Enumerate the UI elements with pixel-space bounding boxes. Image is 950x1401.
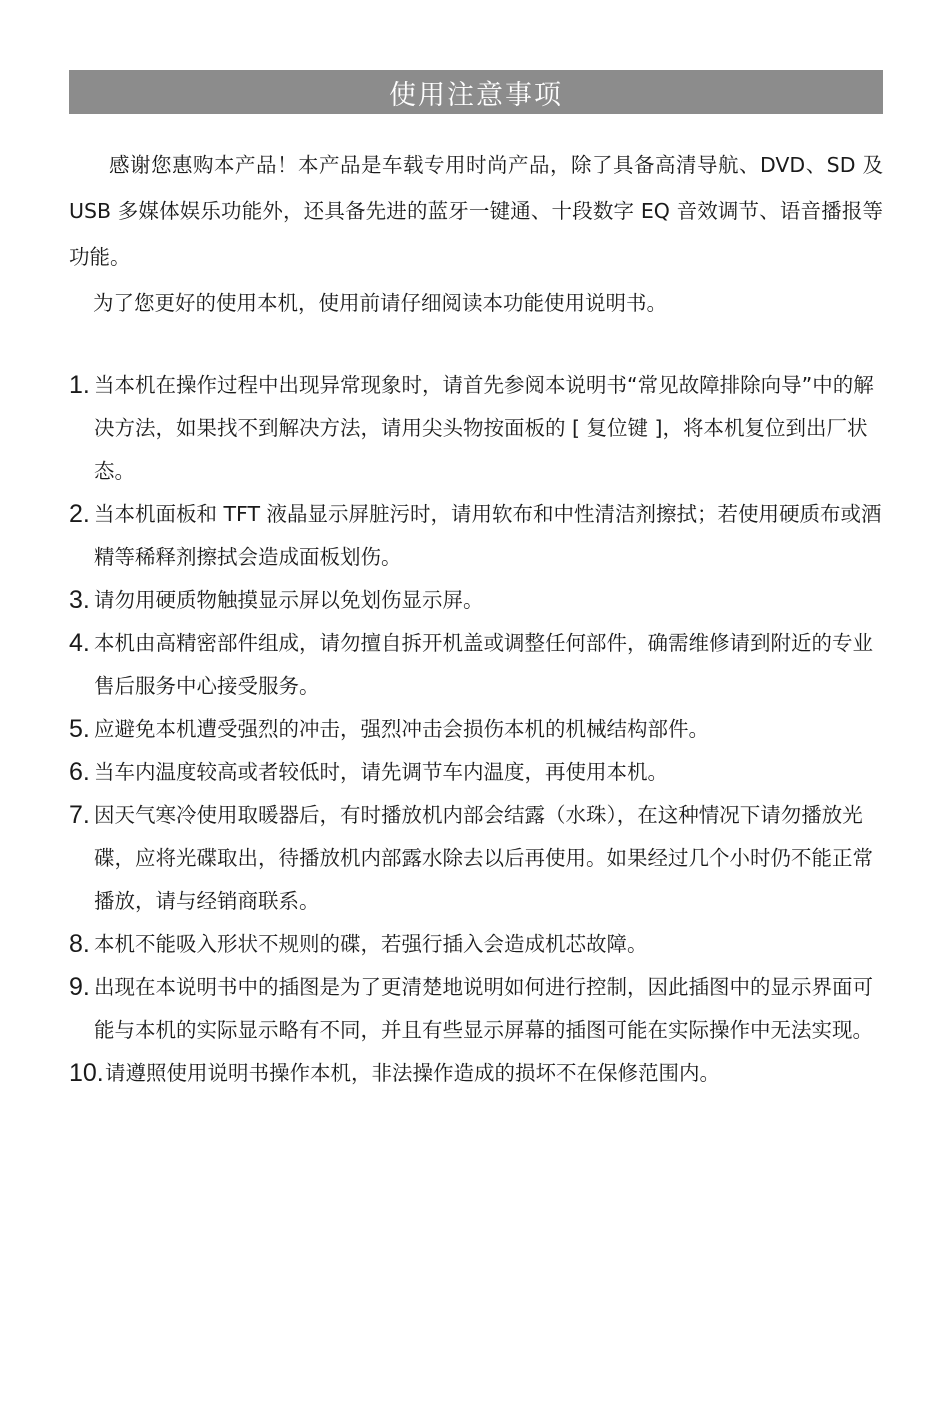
page-title: 使用注意事项 xyxy=(389,79,563,111)
note-number: 7. xyxy=(69,801,90,829)
note-number: 1. xyxy=(69,371,90,399)
note-text: 当本机在操作过程中出现异常现象时，请首先参阅本说明书“常见故障排除向导”中的解决方法，如果找不到解决方法，请用尖头物按面板的 [ 复位键 ]，将本机复位到出厂状态。 xyxy=(94,373,874,483)
note-item xyxy=(69,751,883,794)
note-text: 因天气寒冷使用取暖器后，有时播放机内部会结露（水珠），在这种情况下请勿播放光碟，应将光碟取出，待播放机内部露水除去以后再使用。如果经过几个小时仍不能正常播放，请与经销商联系。 xyxy=(94,803,873,913)
note-text: 应避免本机遭受强烈的冲击，强烈冲击会损伤本机的机械结构部件。 xyxy=(94,717,709,741)
note-item xyxy=(69,923,883,966)
note-item xyxy=(69,794,883,923)
note-number: 5. xyxy=(69,715,90,743)
note-item xyxy=(69,622,883,708)
note-number: 2. xyxy=(69,500,90,528)
note-text: 请勿用硬质物触摸显示屏以免划伤显示屏。 xyxy=(94,588,484,612)
intro-section xyxy=(69,142,883,326)
title-bar xyxy=(69,70,883,114)
note-text: 请遵照使用说明书操作本机，非法操作造成的损坏不在保修范围内。 xyxy=(105,1061,720,1085)
note-number: 9. xyxy=(69,973,90,1001)
note-item xyxy=(69,364,883,493)
note-item xyxy=(69,1052,883,1095)
document-page xyxy=(69,70,883,1095)
note-text: 本机由高精密部件组成，请勿擅自拆开机盖或调整任何部件，确需维修请到附近的专业售后服务中心接受服务。 xyxy=(94,631,873,698)
notes-list xyxy=(69,364,883,1095)
note-item xyxy=(69,966,883,1052)
note-number: 6. xyxy=(69,758,90,786)
note-text: 本机不能吸入形状不规则的碟，若强行插入会造成机芯故障。 xyxy=(94,932,648,956)
note-number: 10. xyxy=(69,1059,104,1087)
intro-paragraph: 为了您更好的使用本机，使用前请仔细阅读本功能使用说明书。 xyxy=(93,291,667,315)
note-item xyxy=(69,708,883,751)
intro-paragraph: 感谢您惠购本产品！本产品是车载专用时尚产品，除了具备高清导航、DVD、SD 及 USB 多媒体娱乐功能外，还具备先进的蓝牙一键通、十段数字 EQ 音效调节、语音播报等功能。 xyxy=(69,153,883,269)
note-number: 8. xyxy=(69,930,90,958)
note-item xyxy=(69,579,883,622)
note-number: 3. xyxy=(69,586,90,614)
note-number: 4. xyxy=(69,629,90,657)
note-text: 当本机面板和 TFT 液晶显示屏脏污时，请用软布和中性清洁剂擦拭；若使用硬质布或酒精等稀释剂擦拭会造成面板划伤。 xyxy=(94,502,882,569)
note-text: 出现在本说明书中的插图是为了更清楚地说明如何进行控制，因此插图中的显示界面可能与本机的实际显示略有不同，并且有些显示屏幕的插图可能在实际操作中无法实现。 xyxy=(94,975,873,1042)
note-text: 当车内温度较高或者较低时，请先调节车内温度，再使用本机。 xyxy=(94,760,668,784)
note-item xyxy=(69,493,883,579)
